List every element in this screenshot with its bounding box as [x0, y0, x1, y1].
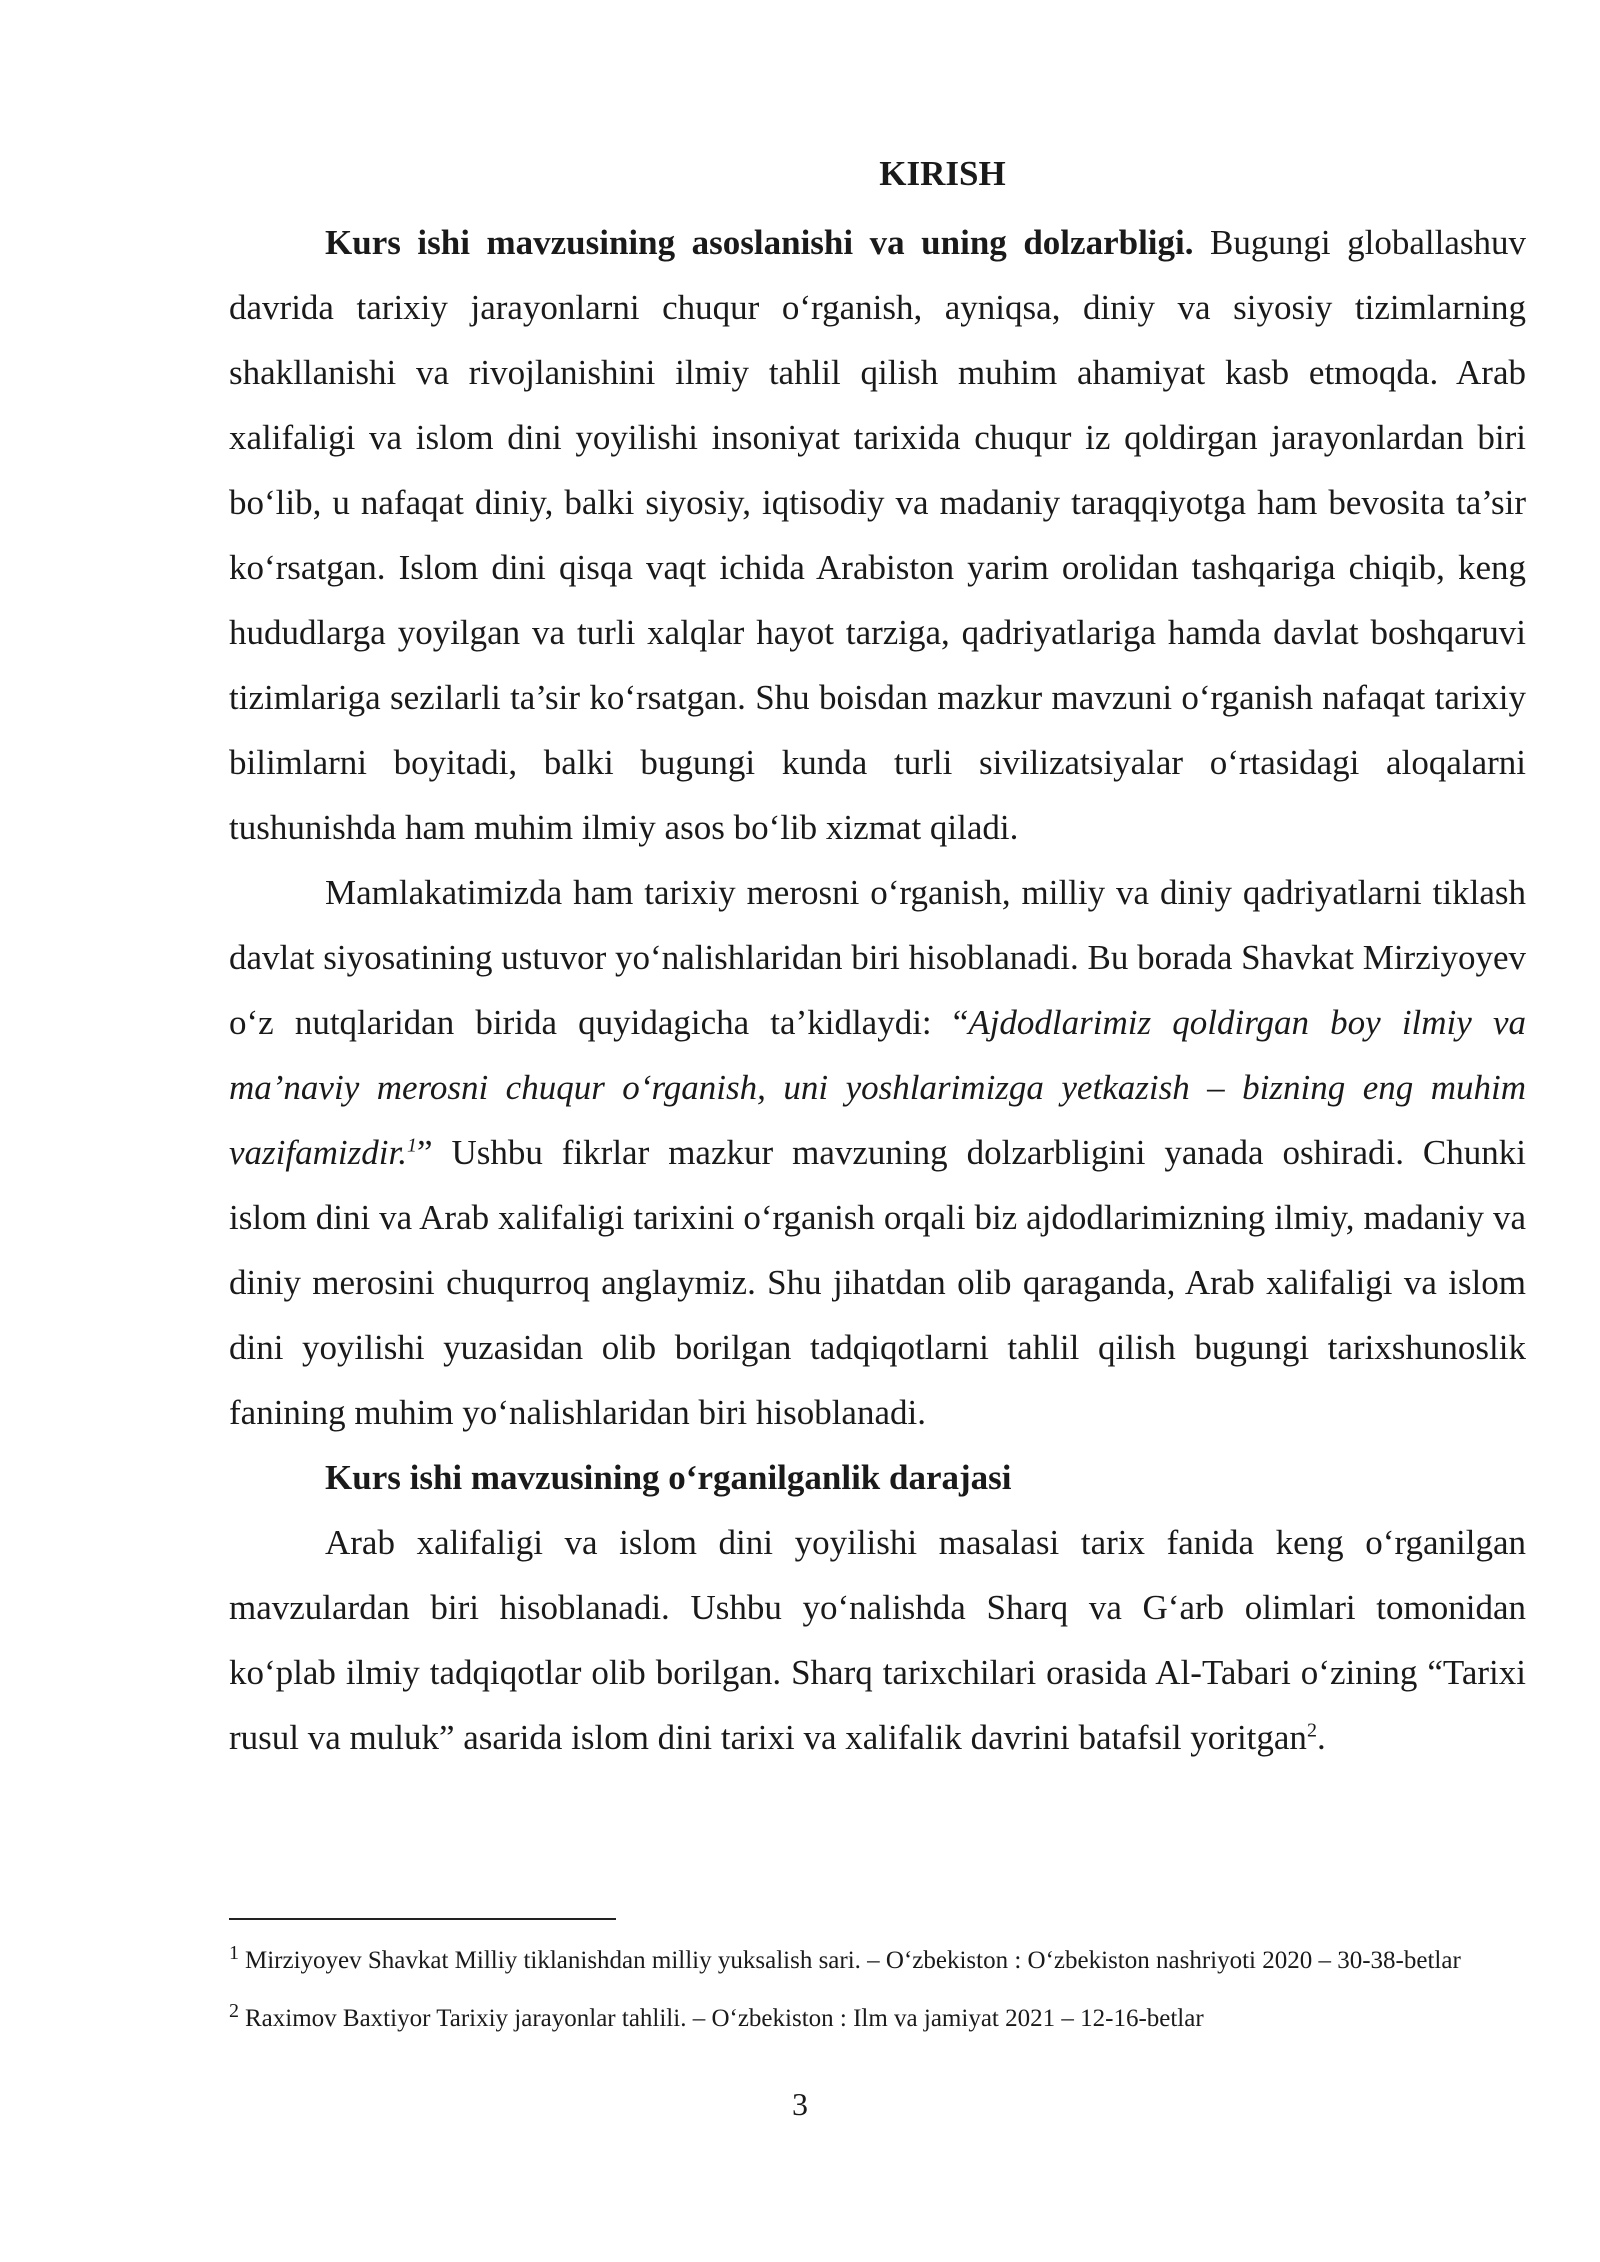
- page-number: 3: [792, 2086, 808, 2122]
- footnote-text: Mirziyoyev Shavkat Milliy tiklanishdan milliy yuksalish sari. – O‘zbekiston : O‘zbekiston nashriyoti 2020 – 30-38-betlar: [245, 1947, 1461, 1974]
- footnote-reference[interactable]: 1: [406, 1134, 417, 1157]
- paragraph-study-level: [229, 1510, 1526, 1770]
- footnote-mark: 2: [229, 1999, 239, 2022]
- paragraph-text: Arab xalifaligi va islom dini yoyilishi masalasi tarix fanida keng o‘rganilgan mavzulardan biri hisoblanadi. Ushbu yo‘nalishda Sharq va G‘arb olimlari tomonidan ko‘plab ilmiy tadqiqotlar olib borilgan. Sharq tarixchilari orasida Al-Tabari o‘zining “Tarixi rusul va muluk” asarida islom dini tarixi va xalifalik davrini batafsil yoritgan: [229, 1523, 1526, 1757]
- footnote-text: Raximov Baxtiyor Tarixiy jarayonlar tahlili. – O‘zbekiston : Ilm va jamiyat 2021 – 12-16-betlar: [245, 2005, 1204, 2032]
- page-title: KIRISH: [879, 154, 1006, 193]
- paragraph-text: ” Ushbu fikrlar mazkur mavzuning dolzarbligini yanada oshiradi. Chunki islom dini va Arab xalifaligi tarixini o‘rganish orqali biz ajdodlarimizning ilmiy, madaniy va diniy merosini chuqurroq anglaymiz. Shu jihatdan olib qaraganda, Arab xalifaligi va islom dini yoyilishi yuzasidan olib borilgan tadqiqotlarni tahlil qilish bugungi tarixshunoslik fanining muhim yo‘nalishlaridan biri hisoblanadi.: [229, 1133, 1526, 1432]
- paragraph-text: Bugungi globallashuv davrida tarixiy jarayonlarni chuqur o‘rganish, ayniqsa, diniy va siyosiy tizimlarning shakllanishi va rivojlanishini ilmiy tahlil qilish muhim ahamiyat kasb etmoqda. Arab xalifaligi va islom dini yoyilishi insoniyat tarixida chuqur iz qoldirgan jarayonlardan biri bo‘lib, u nafaqat diniy, balki siyosiy, iqtisodiy va madaniy taraqqiyotga ham bevosita ta’sir ko‘rsatgan. Islom dini qisqa vaqt ichida Arabiston yarim orolidan tashqariga chiqib, keng hududlarga yoyilgan va turli xalqlar hayot tarziga, qadriyatlariga hamda davlat boshqaruvi tizimlariga sezilarli ta’sir ko‘rsatgan. Shu boisdan mazkur mavzuni o‘rganish nafaqat tarixiy bilimlarni boyitadi, balki bugungi kunda turli sivilizatsiyalar o‘rtasidagi aloqalarni tushunishda ham muhim ilmiy asos bo‘lib xizmat qiladi.: [229, 223, 1527, 847]
- paragraph-lead: Kurs ishi mavzusining asoslanishi va uning dolzarbligi.: [325, 223, 1194, 262]
- footnote-divider: [229, 1918, 616, 1920]
- section-subheading: Kurs ishi mavzusining o‘rganilganlik darajasi: [325, 1458, 1012, 1497]
- paragraph-relevance: [229, 210, 1526, 860]
- paragraph-text: Mamlakatimizda ham tarixiy merosni o‘rganish, milliy va diniy qadriyatlarni tiklash davlat siyosatining ustuvor yo‘nalishlaridan biri hisoblanadi. Bu borada Shavkat Mirziyoyev o‘z nutqlaridan birida quyidagicha ta’kidlaydi: “: [229, 873, 1526, 1042]
- footnotes: [229, 1938, 1526, 2054]
- italic-quote: Ajdodlarimiz qoldirgan boy ilmiy va ma’naviy merosni chuqur o‘rganish, uni yoshlarimizga yetkazish – bizning eng muhim vazifamizdir.: [229, 1003, 1526, 1172]
- footnote-mark: 1: [229, 1941, 239, 1964]
- footnote-reference[interactable]: 2: [1306, 1719, 1317, 1742]
- paragraph-end: .: [1316, 1718, 1326, 1757]
- paragraph-quote: [229, 860, 1526, 1445]
- footnote-item: [229, 1938, 1526, 1984]
- main-text: [229, 146, 1526, 1770]
- footnote-item: [229, 1996, 1526, 2042]
